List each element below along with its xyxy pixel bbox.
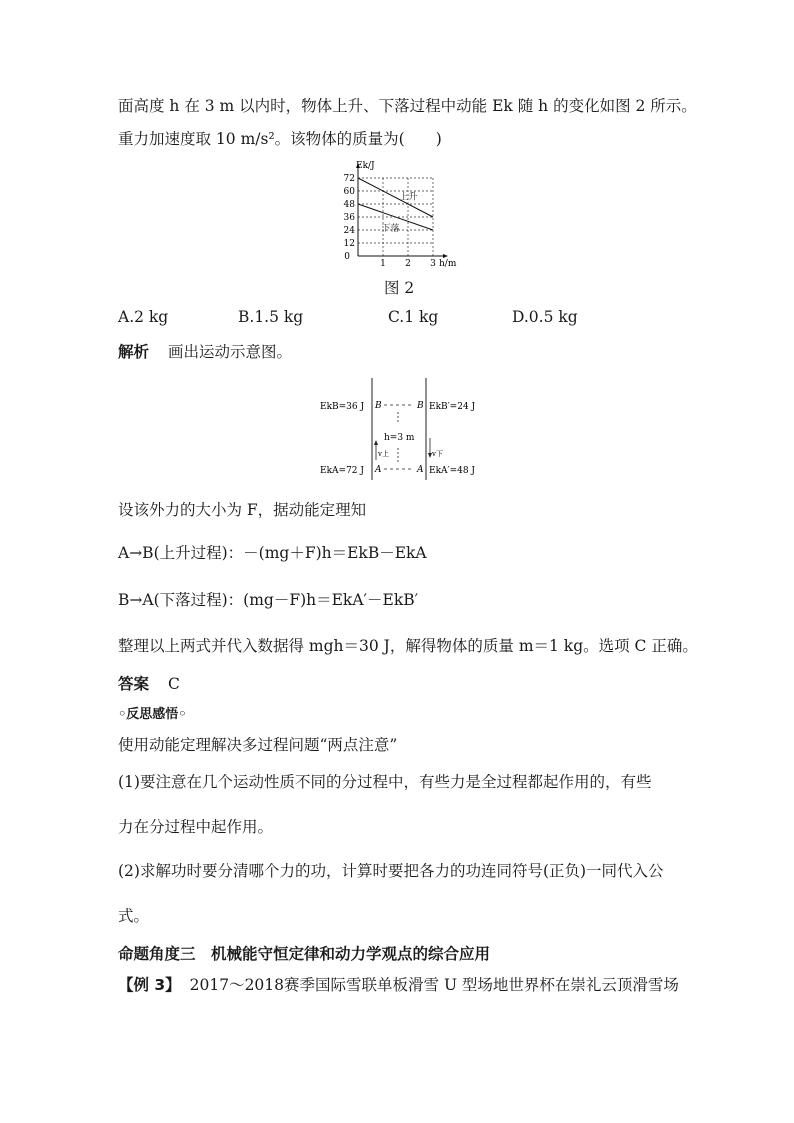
step-1: 设该外力的大小为 F，据动能定理知 bbox=[118, 501, 367, 519]
motion-diagram bbox=[320, 376, 490, 484]
y-tick-label: 48 bbox=[343, 200, 355, 210]
option-a: A.2 kg bbox=[118, 308, 169, 326]
solution-heading: 解析 bbox=[118, 343, 150, 361]
step-4: 整理以上两式并代入数据得 mgh＝30 J，解得物体的质量 m＝1 kg。选项 C 正确。 bbox=[118, 637, 698, 655]
example-line bbox=[118, 975, 679, 995]
solution-text: 画出运动示意图。 bbox=[167, 343, 292, 361]
intro-line-2: 重力加速度取 10 m/s²。该物体的质量为( ) bbox=[118, 130, 442, 148]
option-c: C.1 kg bbox=[388, 308, 439, 326]
figure-caption: 图 2 bbox=[384, 279, 415, 297]
example-tag: 【例 3】 bbox=[118, 976, 181, 994]
answer-value: C bbox=[167, 675, 180, 693]
ekb-prime-label: EkB′=24 J bbox=[429, 402, 476, 412]
v-down-label: v下 bbox=[432, 450, 443, 458]
point-b-left: B bbox=[375, 401, 382, 411]
ekb-label: EkB=36 J bbox=[320, 402, 365, 412]
x-tick-label: 2 bbox=[405, 259, 411, 269]
x-axis-label: h/m bbox=[439, 259, 457, 269]
step-2: A→B(上升过程)：－(mg＋F)h＝EkB－EkA bbox=[118, 544, 427, 562]
y-tick-label: 60 bbox=[343, 187, 355, 197]
y-tick-label: 72 bbox=[343, 174, 355, 184]
series-line-0 bbox=[358, 178, 433, 217]
y-tick-label: 24 bbox=[343, 226, 355, 236]
option-d: D.0.5 kg bbox=[512, 308, 578, 326]
origin-label: 0 bbox=[344, 252, 350, 262]
series-label-0: 上升 bbox=[399, 192, 418, 203]
series-label-1: 下落 bbox=[381, 224, 400, 234]
example-text: 2017～2018赛季国际雪联单板滑雪 U 型场地世界杯在崇礼云顶滑雪场 bbox=[189, 976, 679, 994]
answer-label: 答案 bbox=[118, 675, 150, 693]
answer-line bbox=[118, 674, 180, 694]
point-a-right: A bbox=[417, 465, 424, 475]
reflection-title: 使用动能定理解决多过程问题“两点注意” bbox=[118, 736, 398, 754]
reflection-tag: ◦反思感悟◦ bbox=[118, 707, 187, 722]
height-label: h=3 m bbox=[384, 433, 415, 443]
eka-label: EkA=72 J bbox=[320, 466, 364, 476]
y-tick-label: 36 bbox=[343, 213, 355, 223]
y-axis-label: Ek/J bbox=[356, 161, 375, 171]
option-b: B.1.5 kg bbox=[238, 308, 304, 326]
v-up-label: v上 bbox=[378, 450, 389, 458]
reflection-p1a: (1)要注意在几个运动性质不同的分过程中，有些力是全过程都起作用的，有些 bbox=[118, 773, 652, 791]
step-3: B→A(下落过程)：(mg－F)h＝EkA′－EkB′ bbox=[118, 591, 419, 609]
eka-prime-label: EkA′=48 J bbox=[429, 466, 476, 476]
x-tick-label: 3 bbox=[430, 259, 436, 269]
y-tick-label: 12 bbox=[343, 239, 355, 249]
point-a-left: A bbox=[375, 465, 382, 475]
x-axis-arrow bbox=[443, 254, 448, 258]
ek-h-chart bbox=[330, 160, 465, 272]
section-title: 命题角度三 机械能守恒定律和动力学观点的综合应用 bbox=[118, 945, 491, 963]
point-b-right: B bbox=[417, 401, 424, 411]
intro-line-1: 面高度 h 在 3 m 以内时，物体上升、下落过程中动能 Ek 随 h 的变化如图 2 所示。 bbox=[118, 97, 697, 115]
reflection-p2a: (2)求解功时要分清哪个力的功，计算时要把各力的功连同符号(正负)一同代入公 bbox=[118, 862, 664, 880]
solution-line bbox=[118, 342, 292, 362]
reflection-p1b: 力在分过程中起作用。 bbox=[118, 818, 274, 836]
reflection-p2b: 式。 bbox=[118, 907, 150, 925]
x-tick-label: 1 bbox=[380, 259, 386, 269]
